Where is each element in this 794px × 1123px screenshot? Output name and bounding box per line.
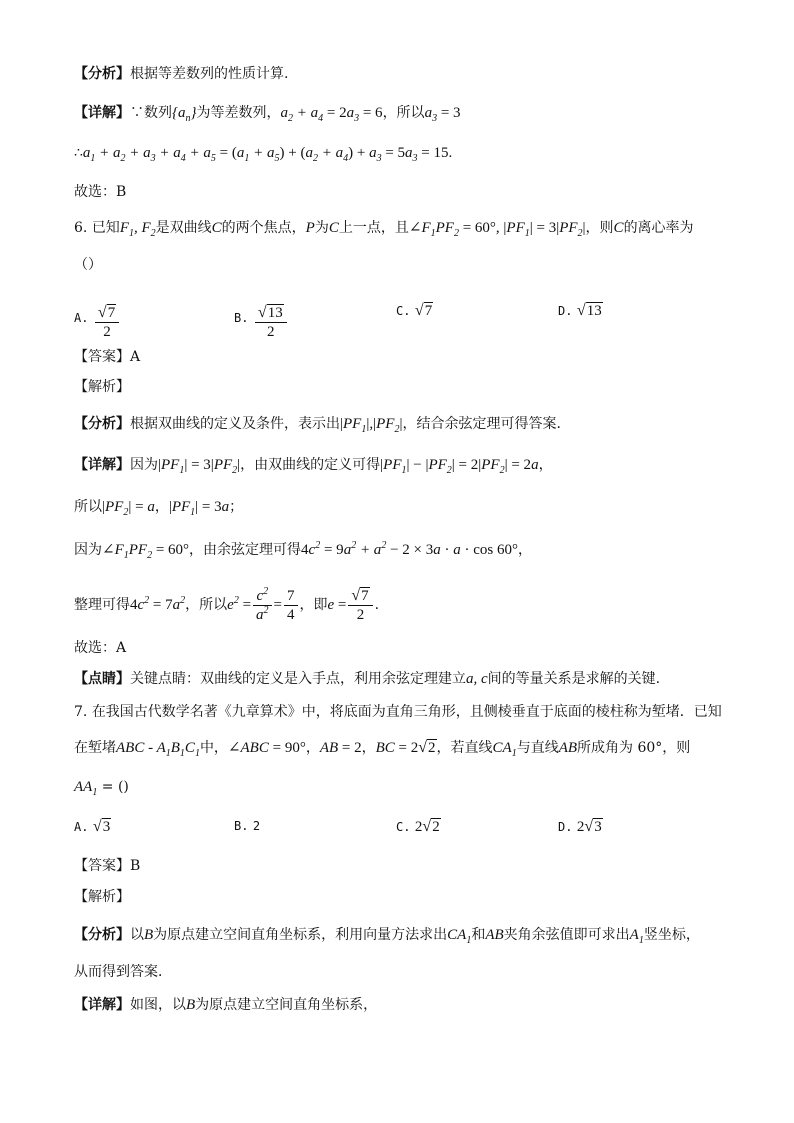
option-c: C. 2√2 [396, 818, 440, 835]
analysis-line-5 [74, 64, 734, 84]
math-sum: $a_1 + a_2 + a_3 + a_4 + a_5 = (a_1 + a_5) + (a_2 + a_4) + a_3 = 5a_3 = 15$. [82, 145, 453, 164]
math-seq: $\{a_n\}$ [172, 105, 197, 124]
analysis-line-7: 【分析】以B为原点建立空间直角坐标系，利用向量方法求出$CA_1$和AB夹角余弦值即可求出$A_1$竖坐标， [74, 927, 700, 946]
analysis-text: 根据等差数列的性质计算. [130, 66, 289, 82]
dianjing-6: 【点睛】关键点睛：双曲线的定义是入手点，利用余弦定理建立a, c间的等量关系是求解的关键. [74, 671, 661, 687]
math-eq-a3: $a_2 + a_4 = 2a_3 = 6$ [280, 105, 383, 124]
question-6-paren: （） [74, 257, 102, 273]
question-6-stem: 6. 已知$F_1$, $F_2$是双曲线C的两个焦点，P为C上一点，且$\angle F_1PF_2 = 60^\circ$, $|PF_1| = 3|PF_2|$，则C的离心率为 [74, 220, 694, 239]
question-7-options [74, 816, 734, 844]
detail-line-6: 【详解】因为$|PF_1| = 3|PF_2|$，由双曲线的定义可得$|PF_1| - |PF_2| = 2|PF_2| = 2a$， [74, 457, 553, 476]
math-condition: $\angle F_1PF_2 = 60^\circ$, $|PF_1| = 3|PF_2|$ [408, 220, 586, 239]
detail-tag: 【详解】 [74, 105, 130, 121]
option-c: C. √7 [396, 302, 433, 319]
option-d: D. 2√3 [558, 818, 602, 835]
analysis-line-6: 【分析】根据双曲线的定义及条件，表示出$|PF_1|,|PF_2|$，结合余弦定理可得答案. [74, 416, 561, 435]
math-a3-value: $a_3 = 3$ [424, 105, 461, 124]
choice-5: 故选：B [74, 184, 127, 200]
answer-7: 【答案】B [74, 858, 141, 874]
detail-line-7: 【详解】如图，以B为原点建立空间直角坐标系， [74, 997, 378, 1013]
choice-6: 故选：A [74, 640, 127, 656]
option-d: D. √13 [558, 302, 602, 319]
analysis-line-7b: 从而得到答案． [74, 964, 172, 980]
question-7-stem: 7. 在我国古代数学名著《九章算术》中，将底面为直角三角形，且侧棱垂直于底面的棱柱称为堑堵．已知 [74, 704, 722, 720]
option-a: A. √3 [74, 818, 111, 835]
analysis-tag: 【分析】 [74, 66, 130, 82]
question-7-stem-3: $AA_1$ = () [74, 779, 129, 798]
question-number: 7. [74, 704, 88, 720]
option-b: B. $\frac{√13}{2}$ [234, 304, 289, 341]
detail-line-6b: 所以$|PF_2| = a$，$|PF_1| = 3a$； [74, 499, 244, 518]
jiexi-6: 【解析】 [74, 379, 130, 395]
option-a: A. $\frac{√7}{2}$ [74, 304, 121, 341]
answer-6: 【答案】A [74, 349, 141, 365]
question-6-options [74, 292, 734, 340]
detail-line-5: 【详解】∵数列$\{a_n\}$为等差数列，$a_2 + a_4 = 2a_3 = 6$，所以$a_3 = 3$ [74, 105, 461, 124]
detail-line-6d: 整理可得$4c^2 = 7a^2$，所以$e^2$ = $\frac{c^2}{a^2}$ = $\frac{7}{4}$ ，即e = $\frac{√7}{2}$ . [74, 585, 380, 623]
detail-line-6c: 因为$\angle F_1PF_2 = 60^\circ$，由余弦定理可得$4c^2 = 9a^2 + a^2 - 2 \times 3a \cdot a \cdot \cos 60^\circ$， [74, 540, 532, 561]
question-number: 6. [74, 220, 88, 236]
therefore-line-5: $\therefore a_1 + a_2 + a_3 + a_4 + a_5 = (a_1 + a_5) + (a_2 + a_4) + a_3 = 5a_3 = 15$. [74, 145, 453, 164]
question-7-stem-2: 在堑堵ABC - $A_1B_1C_1$中，∠ABC = 90°，AB = 2，BC = 2√2，若直线$CA_1$与直线AB所成角为 60°，则 [74, 739, 691, 759]
option-b: B. 2 [234, 819, 261, 833]
jiexi-7: 【解析】 [74, 889, 130, 905]
